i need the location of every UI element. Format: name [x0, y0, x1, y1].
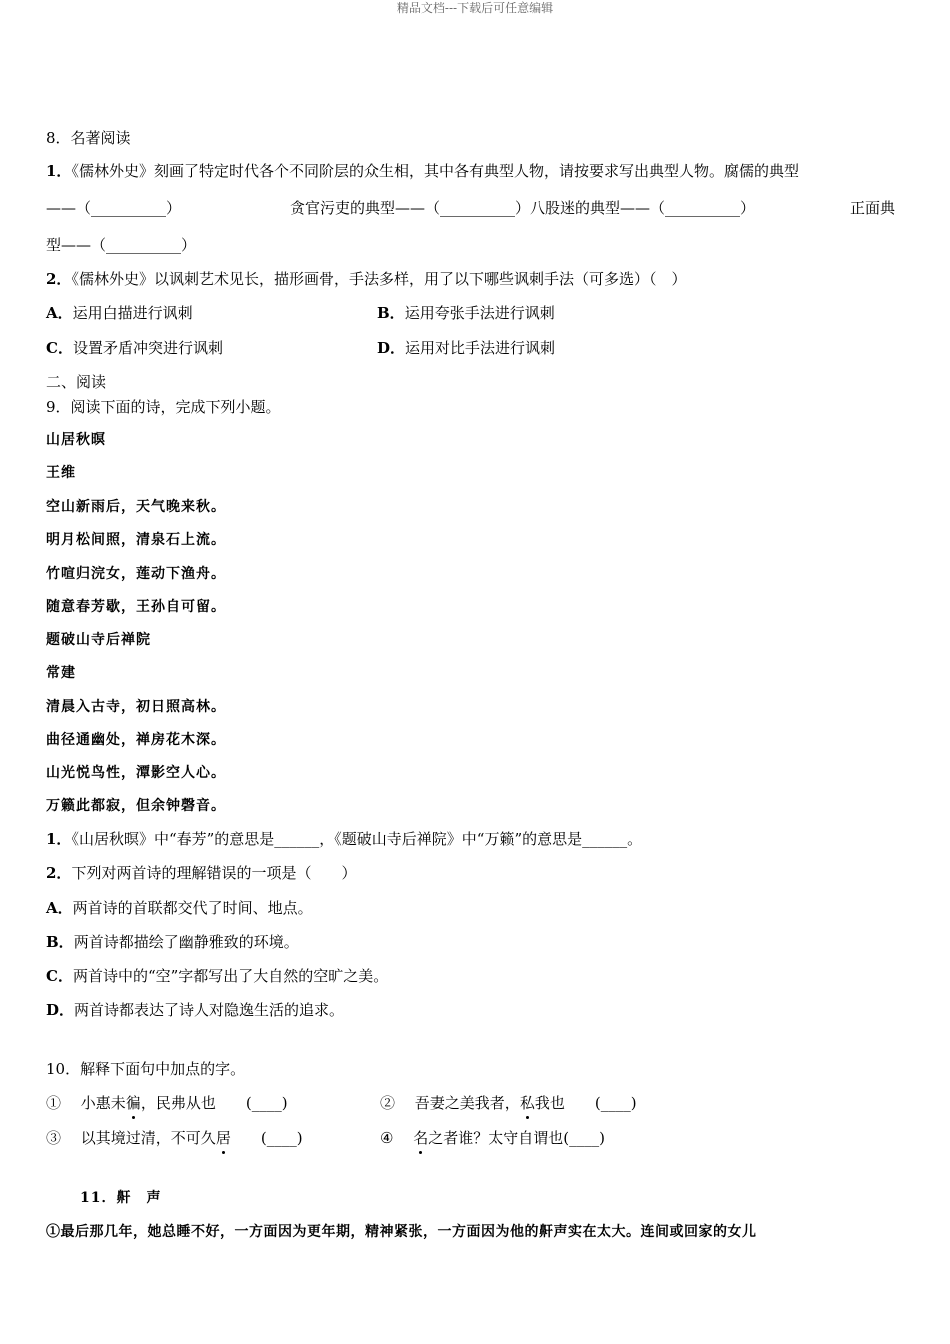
q10-item-1 — [46, 1093, 288, 1113]
q8-sub2-text: 《儒林外史》以讽刺艺术见长，描形画骨，手法多样，用了以下哪些讽刺手法（可多选）（ ） — [71, 270, 687, 288]
q8-sub1-text: 《儒林外史》刻画了特定时代各个不同阶层的众生相，其中各有典型人物，请按要求写出典型人物。腐儒的典型 — [71, 162, 799, 180]
item-number: ④ — [380, 1129, 394, 1147]
item-number: ① — [46, 1094, 62, 1112]
q10-item-2 — [380, 1093, 637, 1113]
q9-sub1 — [46, 829, 642, 849]
poem1-title: 山居秋暝 — [46, 432, 106, 448]
option-text: 运用对比手法进行讽刺 — [405, 339, 556, 357]
item-number: ③ — [46, 1129, 62, 1147]
q8-sub1-blank-d: 型——（__________） — [46, 236, 197, 254]
q10-title: 10．解释下面句中加点的字。 — [46, 1060, 246, 1078]
q8-sub2 — [46, 269, 686, 289]
poem1-line: 明月松间照，清泉石上流。 — [46, 532, 226, 548]
question-text: 《山居秋暝》中“春芳”的意思是______，《题破山寺后禅院》中“万籁”的意思是______。 — [71, 830, 643, 848]
option-text: 两首诗都表达了诗人对隐逸生活的追求。 — [74, 1001, 345, 1019]
q8-sub2-num: 2． — [46, 270, 72, 288]
option-label: B． — [46, 933, 74, 951]
item-number: ② — [380, 1094, 396, 1112]
option-text: 设置矛盾冲突进行讽刺 — [72, 339, 223, 357]
q8-sub1-blank-a: ——（__________） — [46, 199, 182, 217]
answer-blank: (____) — [245, 1094, 288, 1112]
poem2-author: 常建 — [46, 665, 76, 681]
q8-sub1-num: 1． — [46, 162, 72, 180]
poem2-line: 山光悦鸟性，潭影空人心。 — [46, 765, 226, 781]
q9-option-b — [46, 932, 299, 952]
dotted-char: 居 — [215, 1129, 231, 1147]
item-text: ，民弗从也 — [140, 1094, 216, 1112]
q9-sub2 — [46, 863, 356, 883]
q8-sub1-blank-b: 贪官污吏的典型——（__________）八股迷的典型——（__________） — [290, 199, 756, 217]
q9-option-a — [46, 898, 313, 918]
answer-blank: (____) — [260, 1129, 303, 1147]
q8-title: 8．名著阅读 — [46, 129, 131, 147]
q9-title: 9．阅读下面的诗，完成下列小题。 — [46, 398, 281, 416]
q8-sub1 — [46, 161, 799, 181]
q11-title: 11．鼾 声 — [80, 1190, 162, 1206]
q9-option-c — [46, 966, 388, 986]
poem2-line: 曲径通幽处，禅房花木深。 — [46, 732, 226, 748]
option-label: B． — [377, 304, 405, 322]
option-label: D． — [377, 339, 406, 357]
q8-option-b — [377, 303, 555, 323]
poem2-line: 清晨入古寺，初日照高林。 — [46, 699, 226, 715]
question-number: 2． — [46, 864, 72, 882]
q10-item-4 — [380, 1128, 605, 1148]
option-label: A． — [46, 899, 73, 917]
poem2-title: 题破山寺后禅院 — [46, 632, 151, 648]
option-text: 运用白描进行讽刺 — [72, 304, 193, 322]
item-text: 以其境过清，不可久 — [80, 1129, 216, 1147]
option-text: 两首诗中的“空”字都写出了大自然的空旷之美。 — [72, 967, 389, 985]
question-text: 下列对两首诗的理解错误的一项是（ ） — [71, 864, 357, 882]
question-number: 1． — [46, 830, 72, 848]
poem2-line: 万籁此都寂，但余钟磬音。 — [46, 798, 226, 814]
dotted-char: 名 — [413, 1129, 429, 1147]
poem1-line: 空山新雨后，天气晚来秋。 — [46, 499, 226, 515]
poem1-line: 竹喧归浣女，莲动下渔舟。 — [46, 566, 226, 582]
option-label: D． — [46, 1001, 75, 1019]
option-label: C． — [46, 339, 73, 357]
q8-option-d — [377, 338, 555, 358]
q8-option-c — [46, 338, 223, 358]
answer-blank: (____) — [594, 1094, 637, 1112]
answer-blank: (____) — [563, 1129, 605, 1147]
option-text: 运用夸张手法进行讽刺 — [404, 304, 555, 322]
q10-item-3 — [46, 1128, 303, 1148]
q8-option-a — [46, 303, 193, 323]
q11-paragraph-1: ①最后那几年，她总睡不好，一方面因为更年期，精神紧张，一方面因为他的鼾声实在太大。连间或回家的女儿 — [46, 1224, 757, 1240]
option-label: A． — [46, 304, 73, 322]
q8-sub1-blank-c: 正面典 — [850, 199, 896, 217]
dotted-char: 徧 — [125, 1094, 141, 1112]
item-text: 之者谁？太守自谓也 — [428, 1129, 564, 1147]
item-text: 小惠未 — [80, 1094, 126, 1112]
poem1-line: 随意春芳歇，王孙自可留。 — [46, 599, 226, 615]
watermark-header: 精品文档---下载后可任意编辑 — [396, 1, 554, 15]
poem1-author: 王维 — [46, 465, 76, 481]
section-title: 二、阅读 — [46, 373, 107, 391]
option-label: C． — [46, 967, 73, 985]
option-text: 两首诗都描绘了幽静雅致的环境。 — [73, 933, 299, 951]
option-text: 两首诗的首联都交代了时间、地点。 — [72, 899, 313, 917]
dotted-char: 私 — [519, 1094, 535, 1112]
item-text: 吾妻之美我者， — [414, 1094, 520, 1112]
q9-option-d — [46, 1000, 344, 1020]
item-text: 我也 — [534, 1094, 565, 1112]
